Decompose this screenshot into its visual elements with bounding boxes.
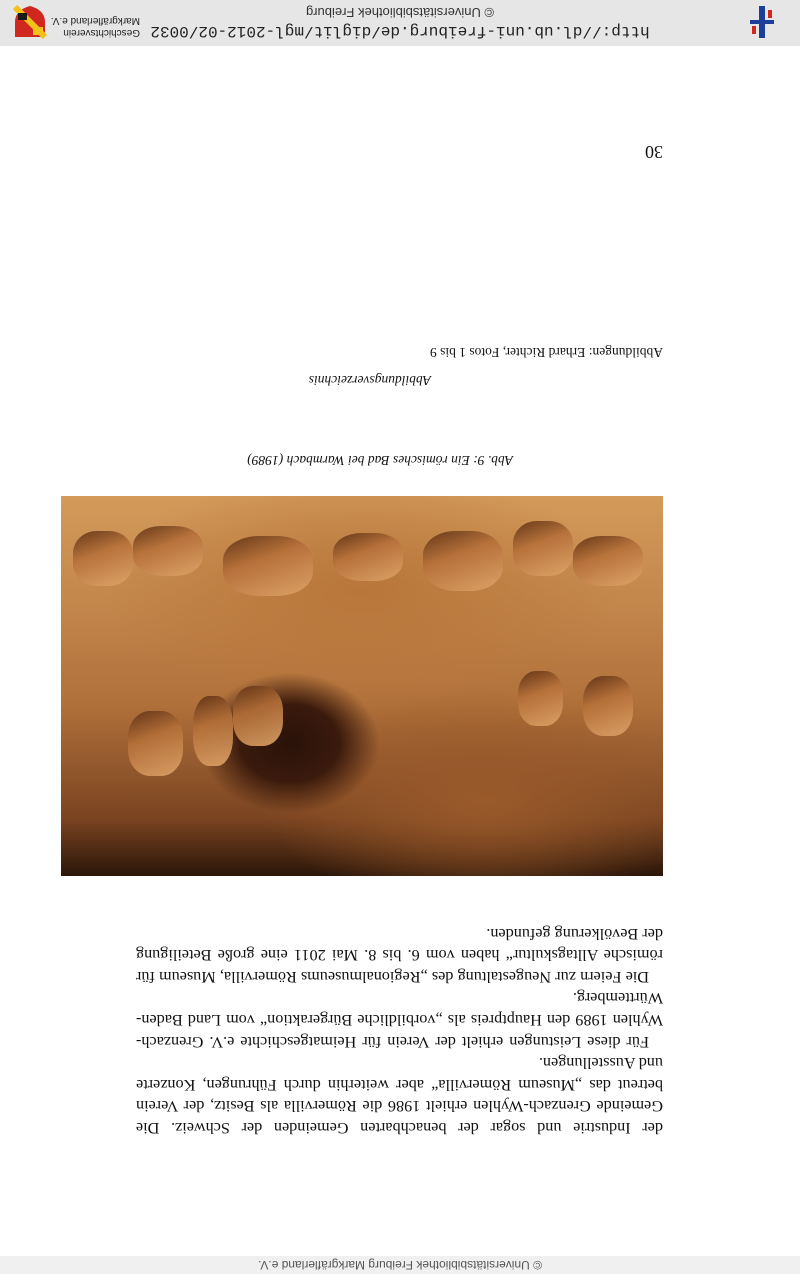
society-name xyxy=(40,14,140,38)
body-text xyxy=(136,922,663,1138)
page-number: 30 xyxy=(645,142,663,162)
society-name-line-2: Markgräflerland e.V. xyxy=(50,15,140,26)
header-text: © Universitätsbibliothek Freiburg Markgräflerland e.V. xyxy=(258,1258,542,1272)
paragraph-1: der Industrie und sogar der benachbarten Gemeinden der Schweiz. Die Gemeinde Grenzach-Wyhlen erhielt 1986 die Römervilla als Besitz, der Verein betreut das „Museum Römervilla“ aber weiterhin durch Führungen, Konzerte und Ausstellungen. xyxy=(136,1054,663,1137)
society-crest-icon xyxy=(12,4,48,40)
scanned-sheet xyxy=(0,46,800,1256)
figure-caption: Abb. 9: Ein römisches Bad bei Warmbach (1989) xyxy=(247,453,513,468)
paragraph-3: Die Feiern zur Neugestaltung des „Regionalmuseums Römervilla, Museum für römische Alltagskultur“ haben vom 6. bis 8. Mai 2011 eine große Beteiligung der Bevölkerung gefunden. xyxy=(136,924,663,986)
footer-bar xyxy=(0,0,800,46)
header-bar xyxy=(0,1255,800,1274)
roman-bath-photo xyxy=(61,496,663,876)
copyright-text: © Universitätsbibliothek Freiburg xyxy=(305,5,495,20)
list-heading: Abbildungsverzeichnis xyxy=(308,373,431,388)
society-name-line-1: Geschichtsverein xyxy=(63,27,140,38)
paragraph-2: Für diese Leistungen erhielt der Verein für Heimatgeschichte e.V. Grenzach-Wyhlen 1989 den Hauptpreis als „vorbildliche Bürgeraktion“ vom Land Baden-Württemberg. xyxy=(136,989,663,1051)
document-url-link[interactable]: http://dl.ub.uni-freiburg.de/diglit/mgl-2012-02/0032 xyxy=(150,22,650,40)
photo-credits: Abbildungen: Erhard Richter, Fotos 1 bis 9 xyxy=(429,345,663,360)
